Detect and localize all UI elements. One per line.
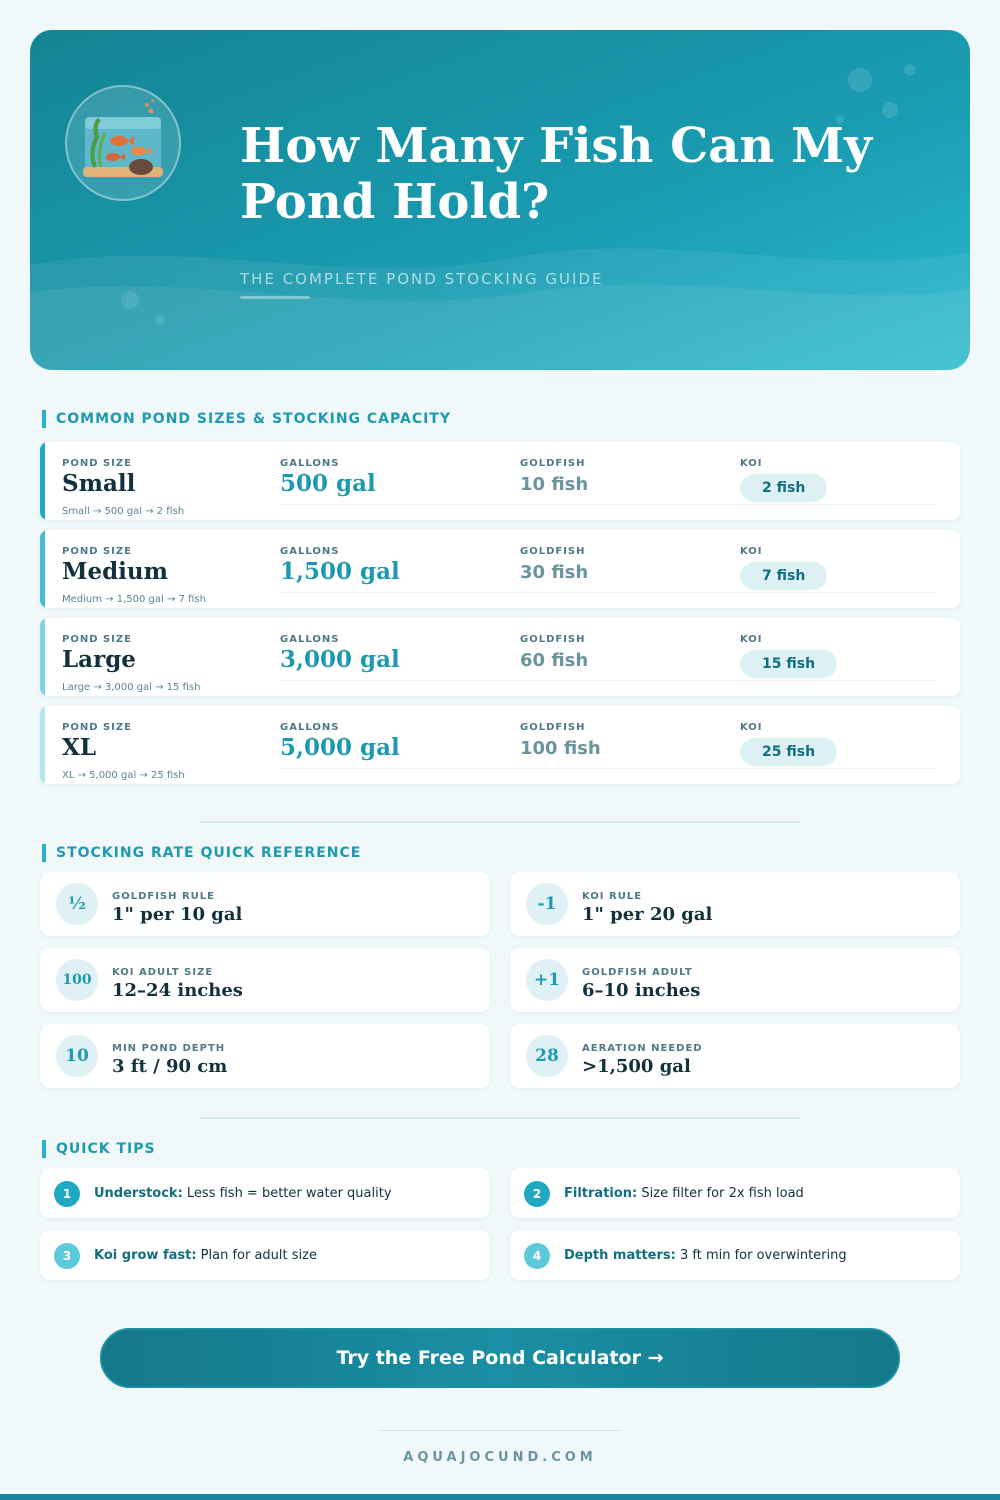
gallons-label: GALLONS (280, 722, 340, 733)
aquarium-icon (65, 85, 181, 201)
tip-number-badge: 4 (524, 1243, 550, 1269)
tip-card-koi-grow-fast (40, 1230, 490, 1280)
reference-value: 6–10 inches (582, 980, 701, 1001)
summary-note: Large → 3,000 gal → 15 fish (62, 682, 201, 693)
tip-text (564, 1186, 804, 1201)
tip-text (94, 1248, 317, 1263)
footer-divider (380, 1430, 620, 1431)
pond-size-value: Small (62, 470, 136, 497)
reference-badge: +1 (526, 959, 568, 1001)
tip-number-badge: 1 (54, 1181, 80, 1207)
reference-label: GOLDFISH ADULT (582, 967, 693, 978)
reference-card-aeration-needed (510, 1024, 960, 1088)
hero-banner (30, 30, 970, 370)
pond-calculator-button[interactable]: Try the Free Pond Calculator → (100, 1328, 900, 1388)
section-title-pond-sizes: COMMON POND SIZES & STOCKING CAPACITY (42, 410, 451, 428)
pond-size-value: Medium (62, 558, 168, 585)
gallons-label: GALLONS (280, 458, 340, 469)
tip-text (564, 1248, 847, 1263)
card-accent-bar (40, 618, 45, 696)
koi-label: KOI (740, 458, 763, 469)
tip-card-filtration (510, 1168, 960, 1218)
goldfish-label: GOLDFISH (520, 458, 586, 469)
gallons-label: GALLONS (280, 546, 340, 557)
tip-card-understock (40, 1168, 490, 1218)
tip-text (94, 1186, 392, 1201)
pond-size-card-xl (40, 706, 960, 784)
goldfish-label: GOLDFISH (520, 546, 586, 557)
reference-card-goldfish-rule (40, 872, 490, 936)
goldfish-value: 100 fish (520, 738, 601, 759)
tip-heading: Koi grow fast: (94, 1248, 197, 1263)
reference-badge: ½ (56, 883, 98, 925)
tip-body: Less fish = better water quality (182, 1186, 392, 1201)
gallons-value: 5,000 gal (280, 734, 400, 761)
gallons-value: 1,500 gal (280, 558, 400, 585)
gallons-label: GALLONS (280, 634, 340, 645)
tip-heading: Depth matters: (564, 1248, 676, 1263)
koi-badge: 25 fish (740, 738, 837, 766)
row-separator (280, 768, 936, 769)
goldfish-label: GOLDFISH (520, 722, 586, 733)
goldfish-label: GOLDFISH (520, 634, 586, 645)
reference-card-koi-rule (510, 872, 960, 936)
koi-badge: 7 fish (740, 562, 827, 590)
tip-body: Plan for adult size (196, 1248, 317, 1263)
row-separator (280, 592, 936, 593)
reference-label: AERATION NEEDED (582, 1043, 703, 1054)
reference-badge: -1 (526, 883, 568, 925)
tip-heading: Filtration: (564, 1186, 638, 1201)
gallons-value: 500 gal (280, 470, 376, 497)
pond-size-label: POND SIZE (62, 458, 132, 469)
reference-label: KOI ADULT SIZE (112, 967, 214, 978)
card-accent-bar (40, 442, 45, 520)
tip-body: 3 ft min for overwintering (675, 1248, 847, 1263)
goldfish-value: 30 fish (520, 562, 589, 583)
pond-size-label: POND SIZE (62, 546, 132, 557)
summary-note: XL → 5,000 gal → 25 fish (62, 770, 185, 781)
page-subtitle: THE COMPLETE POND STOCKING GUIDE (240, 270, 604, 288)
section-title-quick-reference: STOCKING RATE QUICK REFERENCE (42, 844, 361, 862)
reference-label: KOI RULE (582, 891, 643, 902)
gallons-value: 3,000 gal (280, 646, 400, 673)
reference-value: 12–24 inches (112, 980, 243, 1001)
reference-label: MIN POND DEPTH (112, 1043, 226, 1054)
tip-number-badge: 2 (524, 1181, 550, 1207)
pond-size-value: Large (62, 646, 136, 673)
reference-badge: 28 (526, 1035, 568, 1077)
section-title-quick-tips: QUICK TIPS (42, 1140, 156, 1158)
reference-value: 1" per 20 gal (582, 904, 713, 925)
bottom-accent-bar (0, 1494, 1000, 1500)
goldfish-value: 60 fish (520, 650, 589, 671)
koi-label: KOI (740, 546, 763, 557)
pond-size-value: XL (62, 734, 97, 761)
row-separator (280, 504, 936, 505)
koi-label: KOI (740, 722, 763, 733)
reference-card-koi-adult-size (40, 948, 490, 1012)
pond-size-label: POND SIZE (62, 722, 132, 733)
tip-heading: Understock: (94, 1186, 183, 1201)
tip-body: Size filter for 2x fish load (637, 1186, 804, 1201)
pond-size-card-large (40, 618, 960, 696)
pond-size-card-small (40, 442, 960, 520)
reference-label: GOLDFISH RULE (112, 891, 216, 902)
reference-value: 1" per 10 gal (112, 904, 243, 925)
reference-value: 3 ft / 90 cm (112, 1056, 228, 1077)
section-divider (200, 821, 800, 823)
goldfish-value: 10 fish (520, 474, 589, 495)
reference-card-goldfish-adult (510, 948, 960, 1012)
card-accent-bar (40, 706, 45, 784)
reference-badge: 100 (56, 959, 98, 1001)
pond-size-label: POND SIZE (62, 634, 132, 645)
koi-badge: 2 fish (740, 474, 827, 502)
summary-note: Small → 500 gal → 2 fish (62, 506, 185, 517)
koi-label: KOI (740, 634, 763, 645)
tip-number-badge: 3 (54, 1243, 80, 1269)
footer-site-name: AQUAJOCUND.COM (403, 1450, 597, 1465)
tip-card-depth-matters (510, 1230, 960, 1280)
koi-badge: 15 fish (740, 650, 837, 678)
card-accent-bar (40, 530, 45, 608)
reference-card-min-pond-depth (40, 1024, 490, 1088)
pond-size-card-medium (40, 530, 960, 608)
summary-note: Medium → 1,500 gal → 7 fish (62, 594, 206, 605)
reference-badge: 10 (56, 1035, 98, 1077)
reference-value: >1,500 gal (582, 1056, 691, 1077)
subtitle-underline (240, 296, 310, 299)
row-separator (280, 680, 936, 681)
page-title: How Many Fish Can My Pond Hold? (240, 118, 873, 230)
section-divider (200, 1117, 800, 1119)
